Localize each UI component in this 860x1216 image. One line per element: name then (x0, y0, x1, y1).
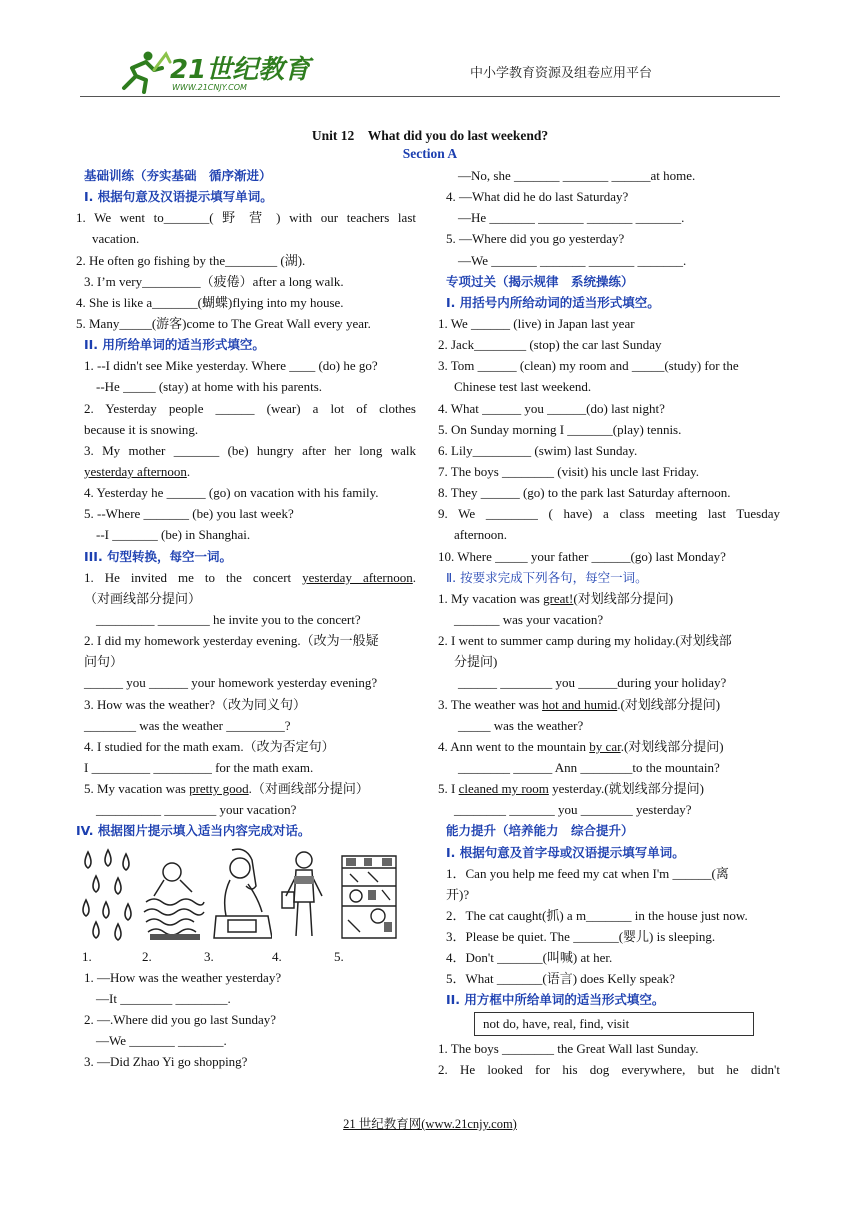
section-heading: I. 根据句意及首字母或汉语提示填写单词。 (446, 844, 685, 860)
section-heading: I. 用括号内所给动词的适当形式填空。 (446, 294, 660, 310)
section-heading: II. 用所给单词的适当形式填空。 (84, 337, 265, 353)
exercise-line: 3. My mother _______ (be) hungry after her long walk (84, 442, 416, 458)
exercise-line: Chinese test last weekend. (454, 379, 592, 395)
section-heading: Ⅱ. 按要求完成下列各句，每空一词。 (446, 569, 648, 585)
exercise-line: ______ you ______ your homework yesterday evening? (84, 675, 378, 691)
exercise-line: 2. I did my homework yesterday evening.（改为一般疑 (84, 633, 379, 649)
exercise-line: 5．What _______(语言) does Kelly speak? (446, 971, 675, 987)
exercise-line: 1. We went to_______( 野 营 ) with our teachers last (76, 210, 416, 226)
exercise-line: afternoon. (454, 527, 508, 543)
exercise-line: 3. The weather was hot and humid.(对划线部分提问) (438, 696, 721, 712)
exercise-line: 2. He looked for his dog everywhere, but he didn't (438, 1061, 780, 1077)
picture-number: 2. (142, 948, 152, 964)
exercise-line: 开)? (446, 886, 470, 902)
exercise-line: 8. They ______ (go) to the park last Saturday afternoon. (438, 485, 731, 501)
page-title: Unit 12 What did you do last weekend? (311, 128, 549, 143)
exercise-line: 4. Yesterday he ______ (go) on vacation with his family. (84, 485, 379, 501)
exercise-line: 3. How was the weather?（改为同义句） (84, 696, 307, 712)
exercise-line: 2. I went to summer camp during my holiday.(对划线部 (438, 633, 732, 649)
exercise-line: 4. What ______ you ______(do) last night? (438, 400, 665, 416)
exercise-line: _____ was the weather? (458, 717, 584, 733)
studying-girl-picture (212, 846, 272, 942)
exercise-line: —No, she _______ _______ ______at home. (458, 168, 696, 183)
exercise-line: —We _______ _______ _______ _______. (458, 252, 687, 268)
exercise-line: —It ________ ________. (96, 990, 231, 1006)
exercise-line: —He _______ _______ _______ _______. (458, 210, 685, 226)
exercise-line: 2. —.Where did you go last Sunday? (84, 1011, 277, 1027)
section-heading: III. 句型转换，每空一词。 (84, 548, 233, 564)
left-column (76, 165, 416, 1072)
underlined-phrase: great! (543, 590, 574, 606)
exercise-line: --I _______ (be) in Shanghai. (96, 527, 251, 543)
exercise-line: ________ _______ you ________ yesterday? (454, 802, 692, 818)
shop-picture (338, 846, 400, 942)
exercise-line: 3. I’m very_________（疲倦）after a long walk. (84, 273, 344, 289)
exercise-line: 5. —Where did you go yesterday? (446, 231, 625, 247)
exercise-line: 9. We ________ ( have) a class meeting last Tuesday (438, 506, 780, 522)
exercise-line: 1. My vacation was great!(对划线部分提问) (438, 590, 674, 606)
exercise-line: 10. Where _____ your father ______(go) last Monday? (438, 548, 726, 564)
section-heading: II. 用方框中所给单词的适当形式填空。 (446, 992, 665, 1008)
exercise-line: I _________ _________ for the math exam. (84, 759, 314, 775)
person-picture (278, 846, 330, 942)
exercise-line: 分提问) (454, 654, 498, 670)
picture-row (76, 842, 416, 946)
picture-number: 5. (334, 948, 344, 964)
site-logo (110, 48, 340, 94)
exercise-line: because it is snowing. (84, 421, 199, 437)
picture-number: 1. (82, 948, 92, 964)
exercise-line: 2. Yesterday people ______ (wear) a lot of clothes (84, 400, 416, 416)
section-heading: 基础训练（夯实基础 循序渐进） (84, 168, 272, 183)
exercise-line: __________ ________ your vacation? (96, 802, 297, 818)
underlined-phrase: yesterday afternoon (84, 463, 187, 479)
section-title: Section A (402, 146, 458, 161)
picture-number: 3. (204, 948, 214, 964)
footer-link[interactable]: 21 世纪教育网(www.21cnjy.com) (343, 1117, 517, 1131)
right-column (438, 165, 780, 1080)
exercise-line: （对画线部分提问） (84, 590, 202, 606)
exercise-line: --He _____ (stay) at home with his parents. (96, 379, 323, 395)
word-box: not do, have, real, find, visit (474, 1012, 754, 1036)
exercise-line: _________ ________ he invite you to the concert? (96, 611, 361, 627)
exercise-line: 4. Ann went to the mountain by car.(对划线部分提问) (438, 738, 724, 754)
exercise-line: ________ was the weather _________? (84, 717, 291, 733)
exercise-line: 4. She is like a_______(蝴蝶)flying into my house. (76, 294, 344, 310)
exercise-line: 1. --I didn't see Mike yesterday. Where ____ (do) he go? (84, 358, 378, 374)
exercise-line: 1. He invited me to the concert yesterday afternoon. (84, 569, 417, 585)
exercise-line: 1. The boys ________ the Great Wall last Sunday. (438, 1040, 699, 1056)
logo-url: WWW.21CNJY.COM (172, 83, 247, 92)
underlined-phrase: pretty good (189, 781, 249, 797)
picture-numbers (76, 946, 416, 967)
exercise-line: 1．Can you help me feed my cat when I'm ______(离 (446, 865, 729, 881)
exercise-line: vacation. (92, 231, 140, 247)
exercise-line: 4. I studied for the math exam.（改为否定句） (84, 738, 335, 754)
underlined-phrase: yesterday afternoon (302, 569, 413, 585)
underlined-phrase: by car (589, 738, 621, 754)
exercise-line: 7. The boys ________ (visit) his uncle last Friday. (438, 463, 700, 479)
section-heading: 能力提升（培养能力 综合提升） (446, 823, 634, 839)
exercise-line: 3．Please be quiet. The _______(婴儿) is sleeping. (446, 929, 716, 945)
swimming-picture (142, 846, 206, 942)
exercise-line: 5. On Sunday morning I _______(play) tennis. (438, 421, 682, 437)
underlined-phrase: hot and humid (542, 696, 618, 712)
exercise-line: 2．The cat caught(抓) a m_______ in the house just now. (446, 907, 748, 923)
exercise-line: yesterday afternoon. (84, 463, 191, 479)
runner-icon (124, 52, 170, 93)
exercise-line: 3. Tom ______ (clean) my room and _____(study) for the (438, 358, 739, 374)
exercise-line: 5. Many_____(游客)come to The Great Wall every year. (76, 315, 371, 331)
section-heading: 专项过关（揭示规律 系统操练） (446, 273, 634, 289)
exercise-line: 5. I cleaned my room yesterday.(就划线部分提问) (438, 781, 704, 797)
exercise-line: —We _______ _______. (96, 1032, 227, 1048)
exercise-line: 1. —How was the weather yesterday? (84, 969, 282, 985)
platform-name: 中小学教育资源及组卷应用平台 (470, 66, 653, 81)
underlined-phrase: cleaned my room (458, 781, 549, 797)
rain-picture (78, 846, 136, 942)
exercise-line: _______ was your vacation? (454, 611, 604, 627)
exercise-line: 3. —Did Zhao Yi go shopping? (84, 1054, 248, 1070)
page-header (80, 48, 780, 97)
exercise-line: 2. Jack________ (stop) the car last Sunday (438, 337, 662, 353)
exercise-line: 5. --Where _______ (be) you last week? (84, 506, 294, 522)
exercise-line: 6. Lily_________ (swim) last Sunday. (438, 442, 638, 458)
exercise-line: 5. My vacation was pretty good.（对画线部分提问） (84, 781, 369, 797)
exercise-line: ______ ________ you ______during your holiday? (458, 675, 727, 691)
exercise-line: 2. He often go fishing by the________ (湖). (76, 252, 306, 268)
exercise-line: 4. —What did he do last Saturday? (446, 189, 629, 205)
picture-number: 4. (272, 948, 282, 964)
section-heading: IV. 根据图片提示填入适当内容完成对话。 (76, 823, 311, 839)
exercise-line: 问句） (84, 654, 124, 670)
exercise-line: 4．Don't _______(叫喊) at her. (446, 950, 613, 966)
logo-text: 21世纪教育 (170, 55, 311, 85)
exercise-line: ________ ______ Ann ________to the mountain? (458, 759, 720, 775)
exercise-line: 1. We ______ (live) in Japan last year (438, 315, 635, 331)
section-heading: I. 根据句意及汉语提示填写单词。 (84, 189, 273, 205)
